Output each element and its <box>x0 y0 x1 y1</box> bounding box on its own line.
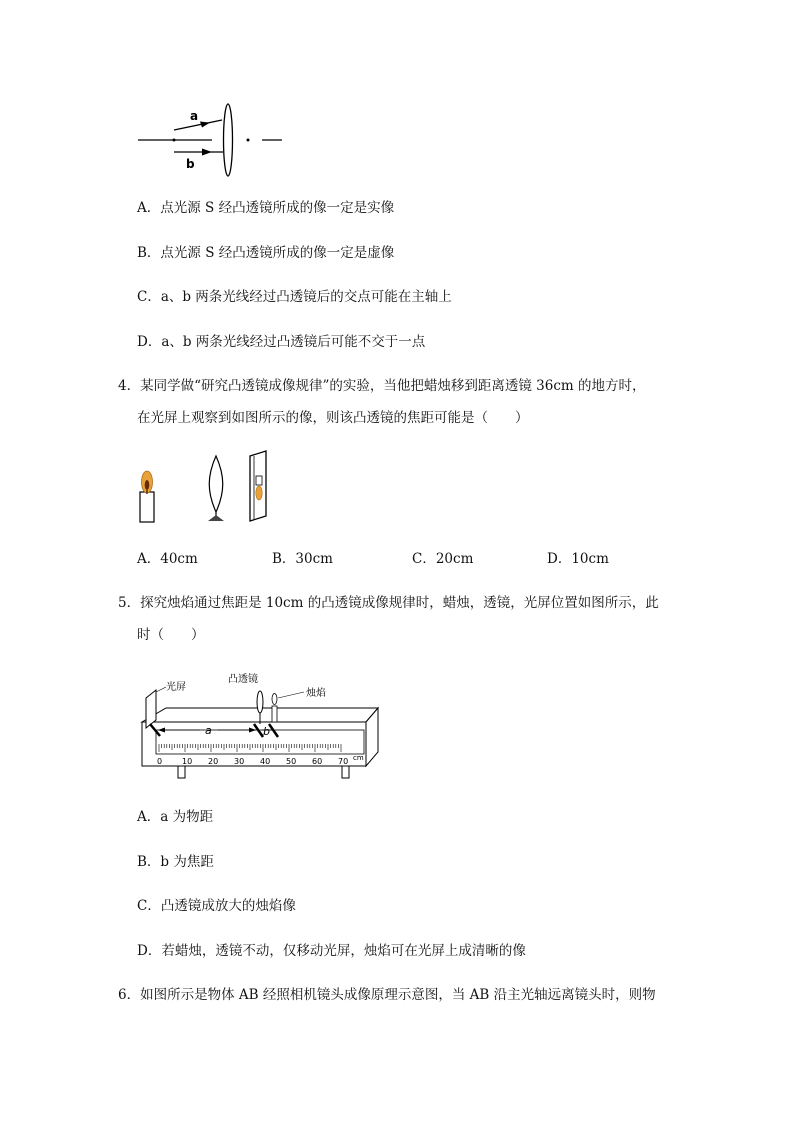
candle-flame-inner <box>145 480 150 490</box>
q5-option-d: D．若蜡烛，透镜不动，仅移动光屏，烛焰可在光屏上成清晰的像 <box>137 943 526 959</box>
q3-option-b: B．点光源 S 经凸透镜所成的像一定是虚像 <box>137 245 395 261</box>
q5-question-line1: 5．探究烛焰通过焦距是 10cm 的凸透镜成像规律时，蜡烛，透镜，光屏位置如图所示，此 <box>118 595 659 611</box>
tick-label-0: 0 <box>157 757 163 766</box>
q4-option-c: C．20cm <box>412 551 474 567</box>
q4-option-a: A．40cm <box>137 551 198 567</box>
bench-foot-right <box>342 766 349 778</box>
tick-label-30: 30 <box>234 757 245 766</box>
label-flame: 烛焰 <box>306 688 326 699</box>
q3-option-d: D．a、b 两条光线经过凸透镜后可能不交于一点 <box>137 334 426 350</box>
q6-question-line1: 6．如图所示是物体 AB 经照相机镜头成像原理示意图，当 AB 沿主光轴远离镜头时，则物 <box>118 987 656 1003</box>
tick-label-50: 50 <box>286 757 297 766</box>
distance-b-label: b <box>263 725 270 738</box>
tick-label-40: 40 <box>260 757 271 766</box>
label-screen-leader <box>156 687 166 692</box>
tick-label-60: 60 <box>312 757 323 766</box>
focal-point-dot <box>247 139 250 142</box>
q3-option-a: A．点光源 S 经凸透镜所成的像一定是实像 <box>137 200 395 216</box>
ray-b-arrow <box>202 149 212 156</box>
q5-option-b: B．b 为焦距 <box>137 854 214 870</box>
tick-label-20: 20 <box>208 757 219 766</box>
q5-question-line2: 时（ ） <box>137 627 205 643</box>
candle-lens-screen-figure <box>130 448 280 528</box>
q5-option-a: A．a 为物距 <box>137 809 214 825</box>
q4-option-d: D．10cm <box>547 551 609 567</box>
candle-body <box>272 706 277 722</box>
optical-bench-figure <box>136 668 386 784</box>
inverted-flame-image <box>256 486 262 500</box>
tick-label-10: 10 <box>182 757 193 766</box>
q4-option-b: B．30cm <box>272 551 333 567</box>
bench-foot-left <box>178 766 185 778</box>
label-lens: 凸透镜 <box>228 674 258 685</box>
lens-stand-base <box>208 515 224 521</box>
q5-option-c: C．凸透镜成放大的烛焰像 <box>137 898 296 914</box>
convex-lens-shape <box>209 456 223 512</box>
distance-a-label: a <box>205 724 212 737</box>
candle-body <box>140 492 154 522</box>
inverted-candle-image <box>256 476 262 485</box>
label-screen: 光屏 <box>166 682 186 693</box>
ruler-unit: cm <box>353 754 364 762</box>
convex-lens <box>224 104 233 176</box>
convex-lens <box>257 691 263 713</box>
ray-b-label: b <box>186 157 195 171</box>
point-source-dot <box>173 139 176 142</box>
label-flame-leader <box>278 692 304 698</box>
q3-option-c: C．a、b 两条光线经过凸透镜后的交点可能在主轴上 <box>137 289 452 305</box>
ray-a-label: a <box>190 109 199 123</box>
q4-question-line1: 4．某同学做“研究凸透镜成像规律”的实验，当他把蜡烛移到距离透镜 36cm 的地方时， <box>118 378 646 394</box>
candle-flame <box>272 694 277 705</box>
lens-ray-diagram <box>130 98 290 178</box>
q4-question-line2: 在光屏上观察到如图所示的像，则该凸透镜的焦距可能是（ ） <box>137 410 529 426</box>
tick-label-70: 70 <box>338 757 349 766</box>
